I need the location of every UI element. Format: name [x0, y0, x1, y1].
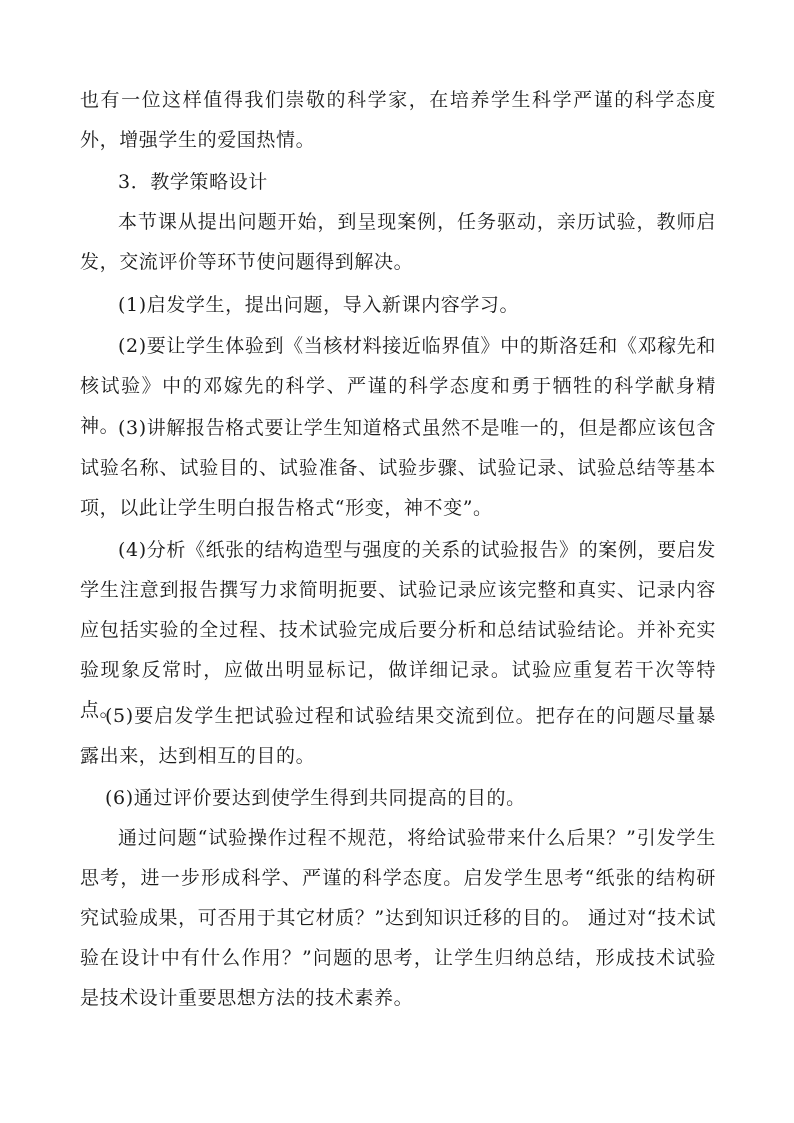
paragraph-intro-continuation: 也有一位这样值得我们崇敬的科学家，在培养学生科学严谨的科学态度外，增强学生的爱国热情。	[80, 89, 716, 151]
list-item-2: (2)要让学生体验到《当核材料接近临界值》中的斯洛廷和《邓稼先和核试验》中的邓嫁先的科学、严谨的科学态度和勇于牺牲的科学献身精神。	[80, 335, 716, 437]
section-heading-teaching-strategy: 3．教学策略设计	[118, 171, 268, 193]
paragraph-strategy-overview: 本节课从提出问题开始，到呈现案例，任务驱动，亲历试验，教师启发，交流评价等环节使问题得到解决。	[80, 211, 716, 273]
list-item-1: (1)启发学生，提出问题，导入新课内容学习。	[118, 294, 520, 316]
list-item-6: (6)通过评价要达到使学生得到共同提高的目的。	[105, 787, 526, 809]
list-item-5: (5)要启发学生把试验过程和试验结果交流到位。把存在的问题尽量暴露出来，达到相互的目的。	[80, 705, 716, 767]
list-item-3: (3)讲解报告格式要让学生知道格式虽然不是唯一的，但是都应该包含试验名称、试验目的、试验准备、试验步骤、试验记录、试验总结等基本项，以此让学生明白报告格式“形变，神不变”。	[80, 417, 716, 519]
paragraph-closing: 通过问题“试验操作过程不规范，将给试验带来什么后果？”引发学生思考，进一步形成科学、严谨的科学态度。启发学生思考“纸张的结构研究试验成果，可否用于其它材质？”达到知识迁移的目的。 通过对“技术试验在设计中有什么作用？”问题的思考，让学生归纳总结，形成技术试验是技术设计重要思想方法的技术素养。	[80, 827, 716, 1009]
list-item-4: (4)分析《纸张的结构造型与强度的关系的试验报告》的案例，要启发学生注意到报告撰写力求简明扼要、试验记录应该完整和真实、记录内容应包括实验的全过程、技术试验完成后要分析和总结试验结论。并补充实验现象反常时，应做出明显标记，做详细记录。试验应重复若干次等特点。	[80, 539, 716, 721]
